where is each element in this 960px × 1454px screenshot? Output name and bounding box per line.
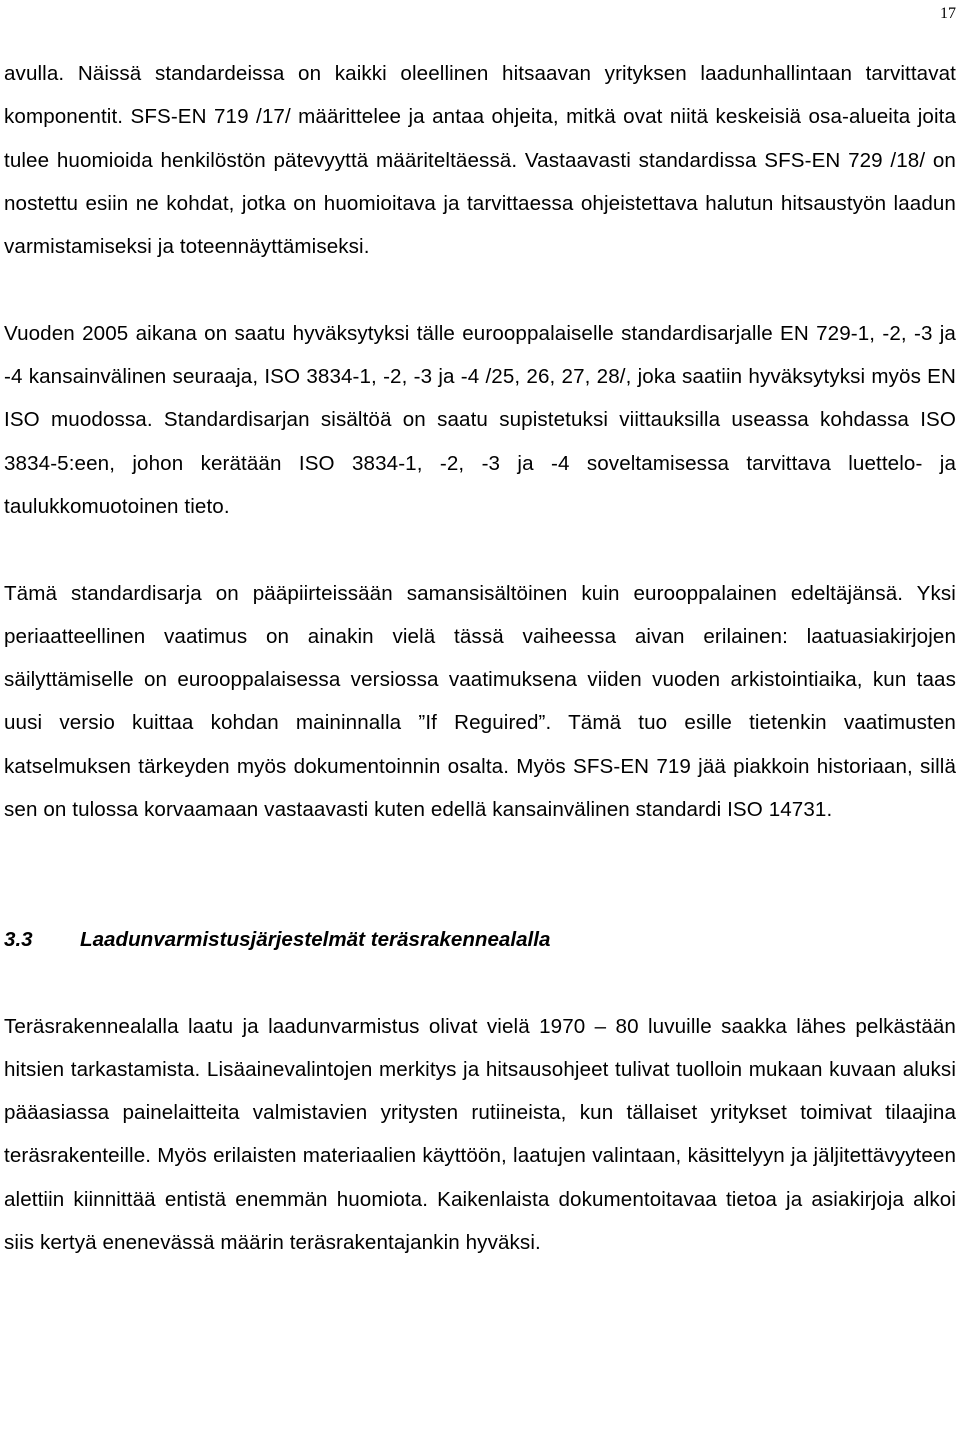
paragraph-standards-intro: avulla. Näissä standardeissa on kaikki oleellinen hitsaavan yrityksen laadunhallintaan tarvittavat komponentit. SFS-EN 719 /17/ määrittelee ja antaa ohjeita, mitkä ovat niitä keskeisiä osa-alueita joita tulee huomioida henkilöstön pätevyyttä määriteltäessä. Vastaavasti standardissa SFS-EN 729 /18/ on nostettu esiin ne kohdat, jotka on huomioitava ja tarvittaessa ohjeistettava halutun hitsaustyön laadun varmistamiseksi ja toteennäyttämiseksi. xyxy=(4,62,956,259)
paragraph-standard-comparison: Tämä standardisarja on pääpiirteissään samansisältöinen kuin eurooppalainen edeltäjänsä. Yksi periaatteellinen vaatimus on ainakin vielä tässä vaiheessa aivan erilainen: laatuasiakirjojen säilyttämiselle on eurooppalaisessa versiossa vaatimuksena viiden vuoden arkistointiaika, kun taas uusi versio kuittaa kohdan maininnalla ”If Reguired”. Tämä tuo esille tietenkin vaatimusten katselmuksen tärkeyden myös dokumentoinnin osalta. Myös SFS-EN 719 jää piakkoin historiaan, sillä sen on tulossa korvaamaan vastaavasti kuten edellä kansainvälinen standardi ISO 14731. xyxy=(4,581,956,822)
section-heading xyxy=(4,918,956,961)
paragraph-iso-3834: Vuoden 2005 aikana on saatu hyväksytyksi tälle eurooppalaiselle standardisarjalle EN 729-1, -2, -3 ja -4 kansainvälinen seuraaja, ISO 3834-1, -2, -3 ja -4 /25, 26, 27, 28/, joka saatiin hyväksytyksi myös EN ISO muodossa. Standardisarjan sisältöä on saatu supistetuksi viittauksilla useassa kohdassa ISO 3834-5:een, johon kerätään ISO 3834-1, -2, -3 ja -4 soveltamisessa tarvittava luettelo- ja taulukkomuotoinen tieto. xyxy=(4,321,956,518)
paragraph-steel-construction-history: Teräsrakennealalla laatu ja laadunvarmistus olivat vielä 1970 – 80 luvuille saakka lähes pelkästään hitsien tarkastamista. Lisäainevalintojen merkitys ja hitsausohjeet tulivat tuolloin mukaan kuvaan aluksi pääasiassa painelaitteita valmistavien yritysten rutiineista, kun tällaiset yritykset toimivat tilaajina teräsrakenteille. Myös erilaisten materiaalien käyttöön, laatujen valintaan, käsittelyyn ja jäljitettävyyteen alettiin kiinnittää entistä enemmän huomiota. Kaikenlaista dokumentoitavaa tietoa ja asiakirjoja alkoi siis kertyä enenevässä määrin teräsrakentajankin hyväksi. xyxy=(4,1014,956,1255)
page-number: 17 xyxy=(940,5,956,22)
document-body xyxy=(4,52,956,1264)
section-number: 3.3 xyxy=(4,927,33,951)
section-title: Laadunvarmistusjärjestelmät teräsrakennealalla xyxy=(80,927,551,951)
